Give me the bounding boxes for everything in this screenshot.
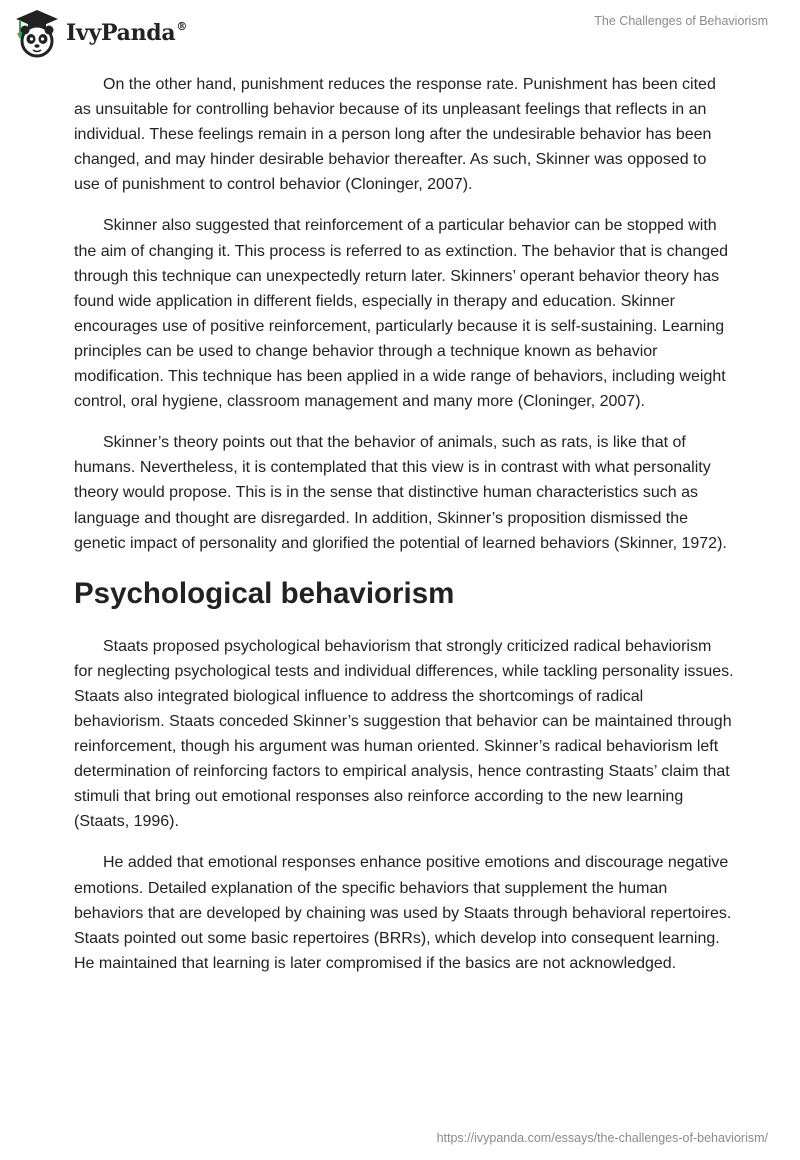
paragraph: He added that emotional responses enhance positive emotions and discourage negative emotions. Detailed explanation of the specific behaviors that supplement the human behaviors that are developed by chaining was used by Staats through behavioral repertoires. Staats pointed out some basic repertoires (BRRs), which develop into consequent learning. He maintained that learning is later compromised if the basics are not acknowledged. (74, 854, 732, 972)
paragraph: Staats proposed psychological behaviorism that strongly criticized radical behaviorism for neglecting psychological tests and individual differences, while tackling personality issues. Staats also integrated biological influence to address the shortcomings of radical behaviorism. Staats conceded Skinner’s suggestion that behavior can be maintained through reinforcement, though his argument was human oriented. Skinner’s radical behaviorism left determination of reinforcing factors to empirical analysis, hence contrasting Staats’ claim that stimuli that bring out emotional responses also reinforce according to the new learning (Staats, 1996). (74, 637, 734, 831)
panda-graduation-cap-icon (14, 8, 60, 58)
paragraph: Skinner also suggested that reinforcement of a particular behavior can be stopped with the aim of changing it. This process is referred to as extinction. The behavior that is changed through this technique can unexpectedly return later. Skinners’ operant behavior theory has found wide application in different fields, especially in therapy and education. Skinner encourages use of positive reinforcement, particularly because it is self-sustaining. Learning principles can be used to change behavior through a technique known as behavior modification. This technique has been applied in a wide range of behaviors, including weight control, oral hygiene, classroom management and many more (Cloninger, 2007). (74, 217, 728, 411)
page-header (0, 0, 800, 70)
brand-name: IvyPanda® (66, 19, 188, 46)
ivypanda-logo[interactable] (14, 8, 187, 58)
section-heading: Psychological behaviorism (74, 576, 455, 610)
paragraph: Skinner’s theory points out that the behavior of animals, such as rats, is like that of humans. Nevertheless, it is contemplated that this view is in contrast with what personality theory would propose. This is in the sense that distinctive human characteristics such as language and thought are disregarded. In addition, Skinner’s proposition dismissed the genetic impact of personality and glorified the potential of learned behaviors (Skinner, 1972). (74, 434, 727, 552)
essay-content (74, 72, 734, 992)
paragraph: On the other hand, punishment reduces the response rate. Punishment has been cited as unsuitable for controlling behavior because of its unpleasant feelings that reflects in an individual. These feelings remain in a person long after the undesirable behavior has been changed, and may hinder desirable behavior thereafter. As such, Skinner was opposed to use of punishment to control behavior (Cloninger, 2007). (74, 76, 716, 194)
document-title: The Challenges of Behaviorism (594, 14, 768, 28)
registered-mark: ® (176, 19, 188, 33)
source-url[interactable]: https://ivypanda.com/essays/the-challenges-of-behaviorism/ (436, 1131, 768, 1145)
